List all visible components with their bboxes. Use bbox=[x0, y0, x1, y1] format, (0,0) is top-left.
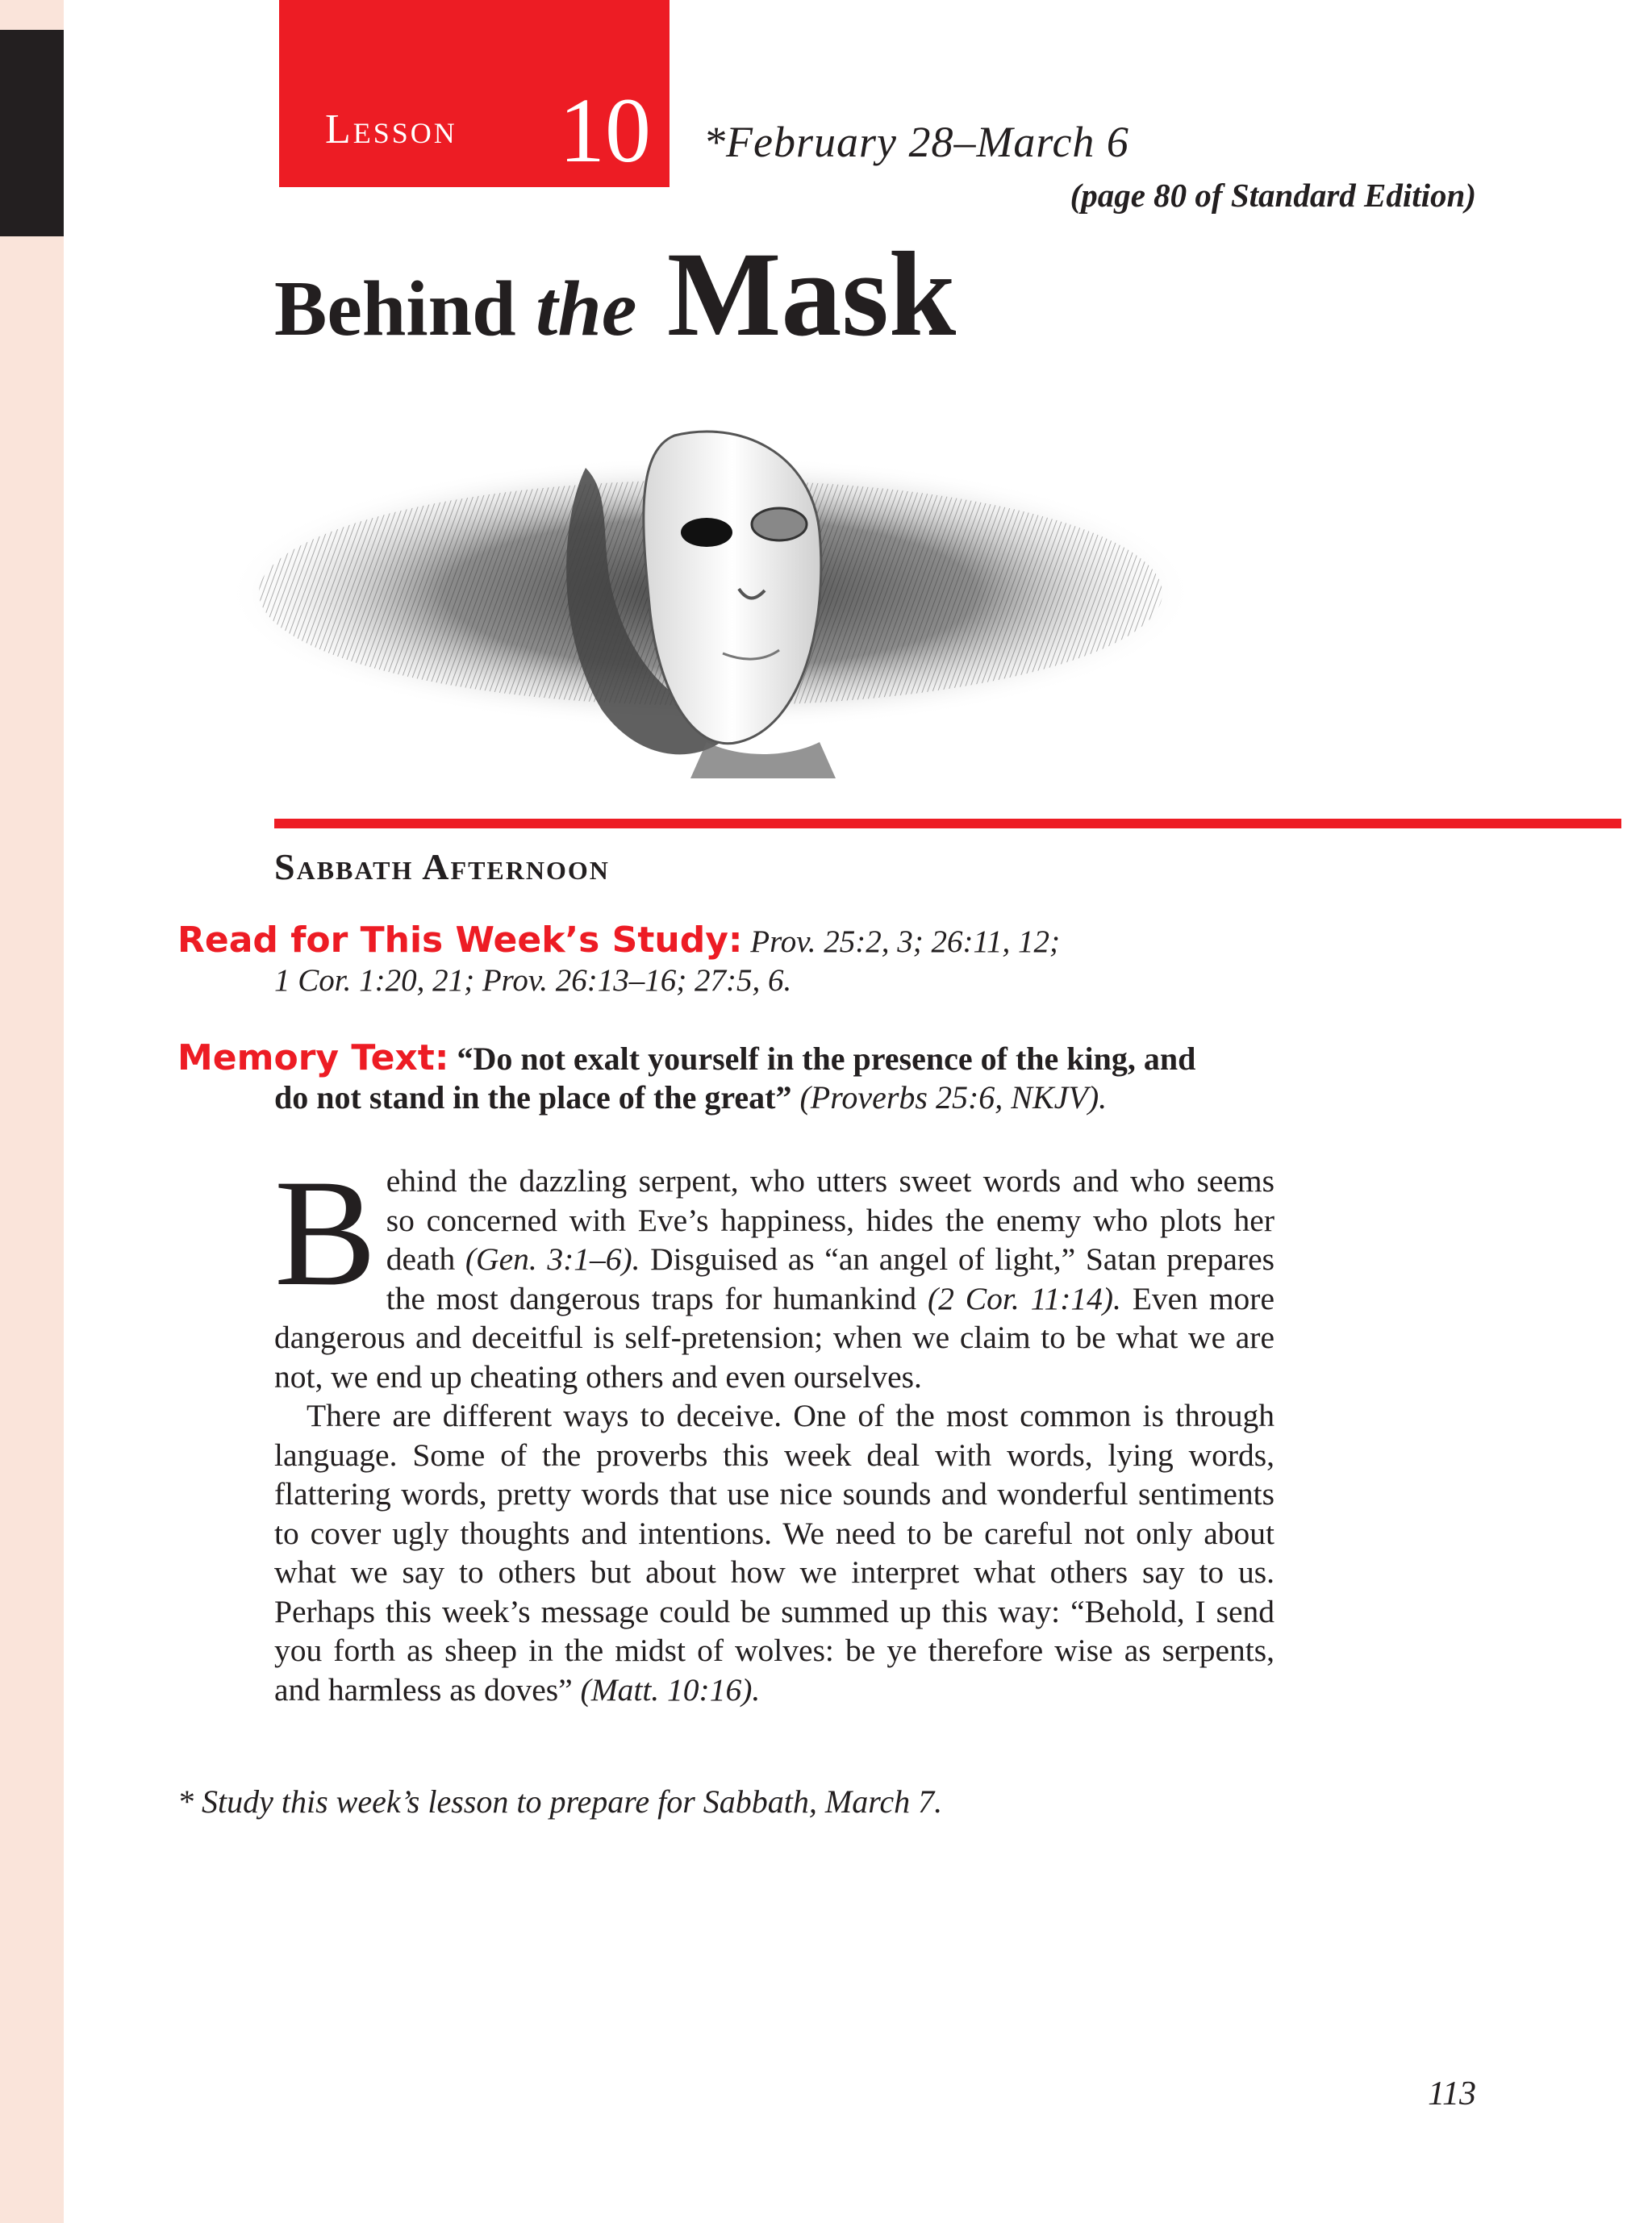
p1-ref-corinthians: (2 Cor. 11:14). bbox=[928, 1280, 1121, 1316]
memory-text-label: Memory Text: bbox=[177, 1037, 449, 1078]
p2-ref-matthew: (Matt. 10:16). bbox=[580, 1671, 761, 1708]
margin-strip bbox=[0, 0, 64, 2223]
mask-illustration bbox=[223, 419, 1199, 778]
paragraph-2 bbox=[274, 1396, 1274, 1709]
page-title bbox=[274, 227, 957, 361]
title-part-behind: Behind bbox=[274, 265, 536, 352]
section-divider bbox=[274, 819, 1621, 828]
drop-cap: B bbox=[274, 1149, 377, 1318]
footnote: * Study this week’s lesson to prepare for Sabbath, March 7. bbox=[177, 1783, 943, 1820]
p1-text-b: Disguised as “an angel of light,” Satan prepares the most dangerous traps for humankind bbox=[386, 1241, 1274, 1316]
memory-citation: (Proverbs 25:6, NKJV). bbox=[799, 1079, 1108, 1116]
lesson-badge bbox=[279, 0, 670, 187]
read-for-study-label: Read for This Week’s Study: bbox=[177, 920, 743, 961]
memory-text bbox=[177, 1039, 1307, 1117]
memory-line2 bbox=[177, 1078, 1307, 1117]
mask-icon bbox=[223, 419, 1199, 778]
page-number: 113 bbox=[1428, 2075, 1476, 2112]
p1-text-c: Even more dangerous and deceitful is self-pretension; when we claim to be what we are not, we end up cheating others and even ourselves. bbox=[274, 1280, 1274, 1395]
margin-tab bbox=[0, 30, 64, 236]
section-heading: Sabbath Afternoon bbox=[274, 846, 610, 887]
body-text bbox=[274, 1149, 1274, 1709]
p1-text-a: ehind the dazzling serpent, who utters sweet words and who seems so concerned with Eve’s happiness, hides the enemy who plots her death bbox=[386, 1163, 1274, 1277]
lesson-number: 10 bbox=[559, 79, 651, 181]
read-for-study bbox=[177, 921, 1315, 1000]
standard-edition-note: (page 80 of Standard Edition) bbox=[1070, 177, 1476, 214]
date-range: *February 28–March 6 bbox=[703, 118, 1129, 166]
title-part-the: the bbox=[536, 265, 637, 352]
read-refs-line2: 1 Cor. 1:20, 21; Prov. 26:13–16; 27:5, 6. bbox=[274, 963, 792, 998]
read-refs-line1: Prov. 25:2, 3; 26:11, 12; bbox=[750, 924, 1061, 959]
memory-quote-line1: “Do not exalt yourself in the presence of the king, and bbox=[457, 1041, 1196, 1077]
p1-ref-genesis: (Gen. 3:1–6). bbox=[465, 1241, 640, 1277]
title-part-mask: Mask bbox=[636, 227, 957, 361]
lesson-label: Lesson bbox=[325, 106, 457, 152]
paragraph-1 bbox=[274, 1149, 1274, 1396]
memory-quote-line2: do not stand in the place of the great” bbox=[274, 1079, 792, 1116]
p2-text: There are different ways to deceive. One of the most common is through language. Some of the proverbs this week deal with words, lying words, flattering words, pretty words that use nice sounds and wonderful sentiments to cover ugly thoughts and intentions. We need to be careful not only about what we say to others but about how we interpret what others say to us. Perhaps this week’s message could be summed up this way: “Behold, I send you forth as sheep in the midst of wolves: be ye therefore wise as serpents, and harmless as doves” bbox=[274, 1398, 1274, 1708]
